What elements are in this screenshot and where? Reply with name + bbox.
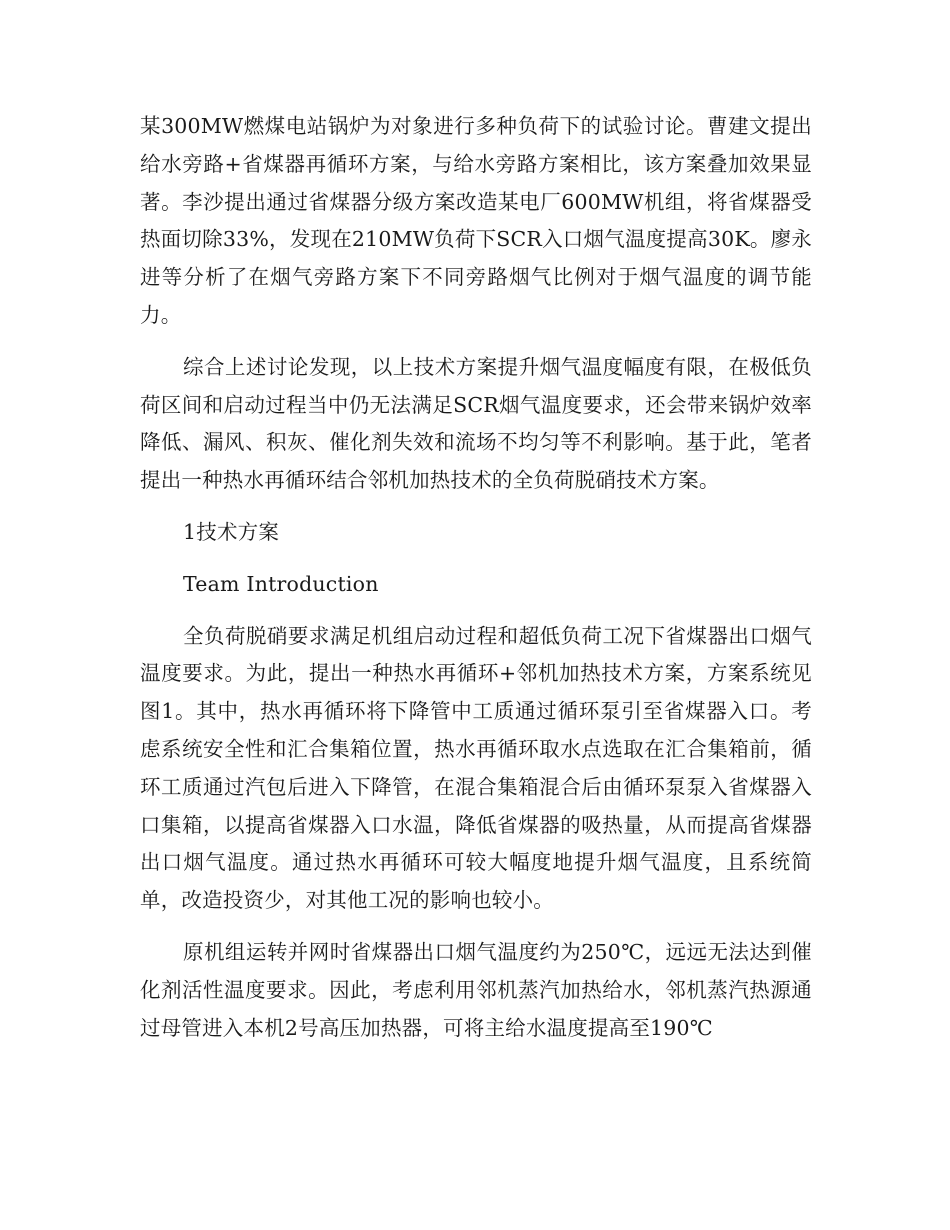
paragraph-1: 某300MW燃煤电站锅炉为对象进行多种负荷下的试验讨论。曹建文提出给水旁路+省煤器再循环方案，与给水旁路方案相比，该方案叠加效果显著。李沙提出通过省煤器分级方案改造某电厂600MW机组，将省煤器受热面切除33%，发现在210MW负荷下SCR入口烟气温度提高30K。廖永进等分析了在烟气旁路方案下不同旁路烟气比例对于烟气温度的调节能力。: [140, 114, 812, 327]
paragraph-3: 全负荷脱硝要求满足机组启动过程和超低负荷工况下省煤器出口烟气温度要求。为此，提出一种热水再循环+邻机加热技术方案，方案系统见图1。其中，热水再循环将下降管中工质通过循环泵引至省煤器入口。考虑系统安全性和汇合集箱位置，热水再循环取水点选取在汇合集箱前，循环工质通过汽包后进入下降管，在混合集箱混合后由循环泵泵入省煤器入口集箱，以提高省煤器入口水温，降低省煤器的吸热量，从而提高省煤器出口烟气温度。通过热水再循环可较大幅度地提升烟气温度，且系统简单，改造投资少，对其他工况的影响也较小。: [140, 623, 812, 913]
paragraph-2: 综合上述讨论发现，以上技术方案提升烟气温度幅度有限，在极低负荷区间和启动过程当中仍无法满足SCR烟气温度要求，还会带来锅炉效率降低、漏风、积灰、催化剂失效和流场不均匀等不利影响。基于此，笔者提出一种热水再循环结合邻机加热技术的全负荷脱硝技术方案。: [140, 354, 812, 493]
paragraph-4: 原机组运转并网时省煤器出口烟气温度约为250℃，远远无法达到催化剂活性温度要求。因此，考虑利用邻机蒸汽加热给水，邻机蒸汽热源通过母管进入本机2号高压加热器，可将主给水温度提高至190℃: [140, 939, 812, 1040]
document-body: [140, 108, 812, 1061]
section-subheading: Team Introduction: [183, 571, 379, 596]
section-heading: 1技术方案: [183, 519, 280, 544]
